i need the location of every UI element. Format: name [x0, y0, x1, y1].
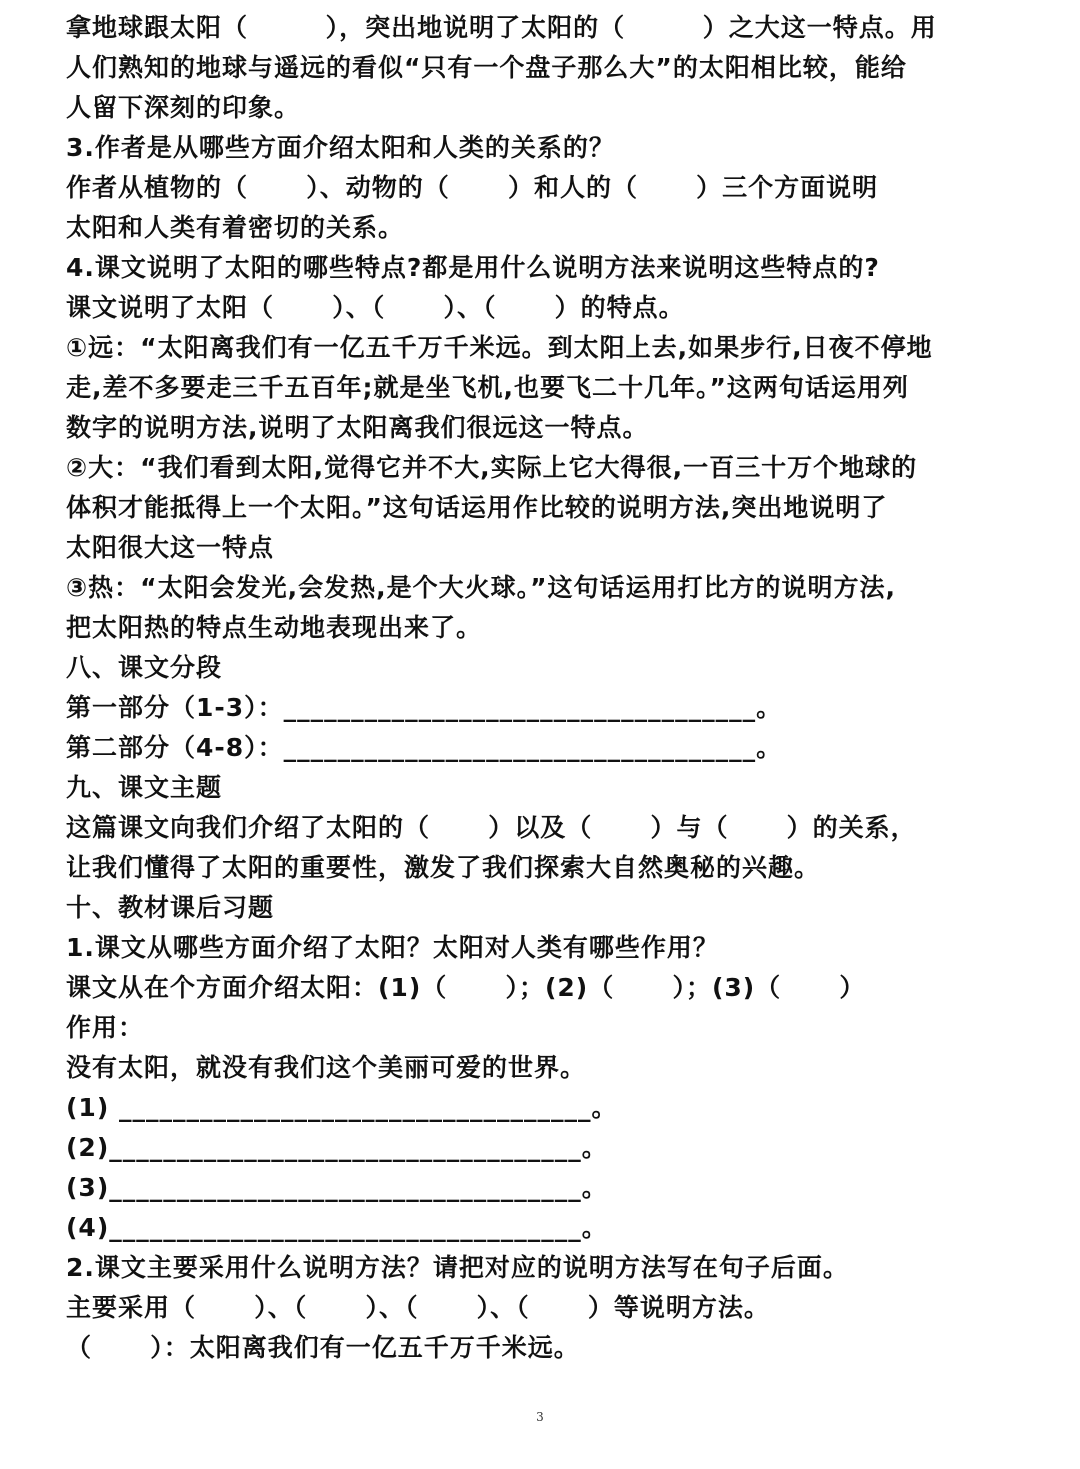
question-heading: 1.课文从哪些方面介绍了太阳？太阳对人类有哪些作用？ [66, 933, 719, 962]
text-line: 把太阳热的特点生动地表现出来了。 [66, 613, 483, 642]
question-heading: 4.课文说明了太阳的哪些特点?都是用什么说明方法来说明这些特点的? [66, 253, 880, 282]
text-line: 数字的说明方法,说明了太阳离我们很远这一特点。 [66, 413, 649, 442]
question-heading: 3.作者是从哪些方面介绍太阳和人类的关系的？ [66, 133, 615, 162]
section-heading: 八、课文分段 [66, 653, 223, 682]
section-heading: 十、教材课后习题 [66, 893, 275, 922]
text-line: 课文从在个方面介绍太阳：(1)（ ）；(2)（ ）；(3)（ ） [66, 973, 866, 1002]
text-line: 没有太阳，就没有我们这个美丽可爱的世界。 [66, 1053, 587, 1082]
text-line: （ ）：太阳离我们有一亿五千万千米远。 [66, 1333, 580, 1362]
fill-in-line: 第一部分（1-3）：___________________________________。 [66, 693, 783, 722]
text-line: ②大：“我们看到太阳,觉得它并不大,实际上它大得很,一百三十万个地球的 [66, 453, 918, 482]
text-line: 人们熟知的地球与遥远的看似“只有一个盘子那么大”的太阳相比较，能给 [66, 53, 907, 82]
text-line: 让我们懂得了太阳的重要性，激发了我们探索大自然奥秘的兴趣。 [66, 853, 821, 882]
fill-in-line: 第二部分（4-8）：___________________________________。 [66, 733, 783, 762]
page-number: 3 [536, 1410, 544, 1424]
text-line: 作者从植物的（ ）、动物的（ ）和人的（ ）三个方面说明 [66, 173, 879, 202]
text-line: 作用： [66, 1013, 145, 1042]
fill-in-line: (3)___________________________________。 [66, 1173, 608, 1202]
text-line: ①远：“太阳离我们有一亿五千万千米远。到太阳上去,如果步行,日夜不停地 [66, 333, 933, 362]
section-heading: 九、课文主题 [66, 773, 223, 802]
text-body [66, 8, 1026, 1368]
fill-in-line: (1) ___________________________________。 [66, 1093, 618, 1122]
text-line: 主要采用（ ）、（ ）、（ ）、（ ）等说明方法。 [66, 1293, 770, 1322]
text-line: 太阳很大这一特点 [66, 533, 275, 562]
text-line: 拿地球跟太阳（ ），突出地说明了太阳的（ ）之大这一特点。用 [66, 13, 937, 42]
fill-in-line: (2)___________________________________。 [66, 1133, 608, 1162]
question-heading: 2.课文主要采用什么说明方法？请把对应的说明方法写在句子后面。 [66, 1253, 849, 1282]
text-line: ③热：“太阳会发光,会发热,是个大火球。”这句话运用打比方的说明方法, [66, 573, 897, 602]
text-line: 人留下深刻的印象。 [66, 93, 301, 122]
text-line: 走,差不多要走三千五百年;就是坐飞机,也要飞二十几年。”这两句话运用列 [66, 373, 909, 402]
text-line: 体积才能抵得上一个太阳。”这句话运用作比较的说明方法,突出地说明了 [66, 493, 888, 522]
text-line: 太阳和人类有着密切的关系。 [66, 213, 405, 242]
fill-in-line: (4)___________________________________。 [66, 1213, 608, 1242]
text-line: 这篇课文向我们介绍了太阳的（ ）以及（ ）与（ ）的关系， [66, 813, 917, 842]
text-line: 课文说明了太阳（ ）、（ ）、（ ）的特点。 [66, 293, 685, 322]
